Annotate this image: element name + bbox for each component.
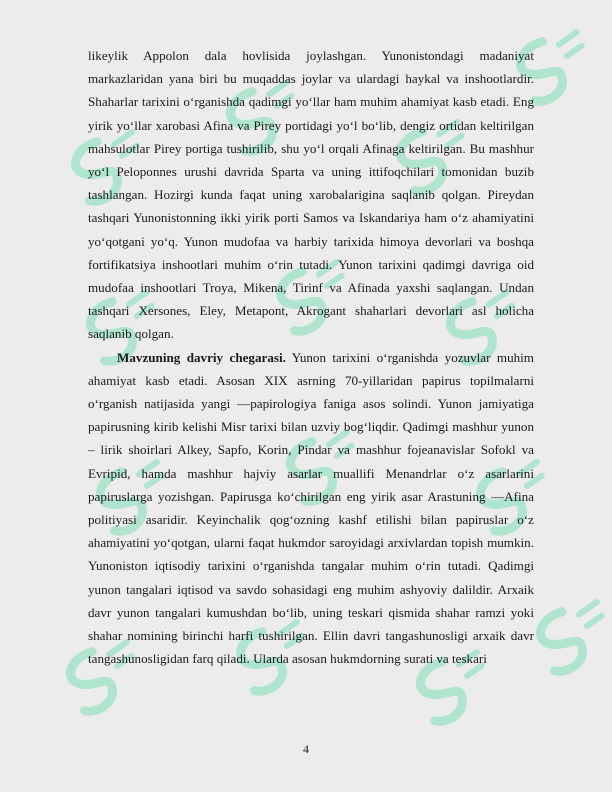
page-number: 4 — [303, 742, 309, 756]
section-heading: Mavzuning davriy chegarasi. — [117, 349, 286, 365]
section-body: Yunon tarixini o‘rganishda yozuvlar muhim ahamiyat kasb etadi. Asosan XIX asrning 70-yillaridan papirus topilmalarni o‘rganish natijasida yangi ―papirologiya fanіga asos solindi. Yunon jamiyatiga papirusning kirib kelishi Misr tarixi bilan uzviy bog‘liqdir. Qadimgi mashhur yunon – lirik shoirlari Alkey, Sapfo, Korin, Pindar va mashhur fojeanavislar Sofokl va Evripid, hamda mashhur hajviy asarlar muallifi Menandrlar o‘z asarlarini papiruslarga yozishgan. Papirusga ko‘chirilgan eng yirik asar Arastuning ―Afina politiyasi asaridir. Keyinchalik qog‘ozning kashf etilishi bilan papiruslar o‘z ahamiyatini yo‘qotgan, ularni faqat hukmdor saroyidagi arxivlardan topish mumkin. Yunoniston iqtisodiy tarixini o‘rganishda tangalar muhim o‘rin tutadi. Qadimgi yunon tangalari iqtisod va savdo sohasidagi eng muhim ashyoviy dalildir. Arxaik davr yunon tangalari kumushdan bo‘lib, uning teskari qismida shahar ramzi yoki shahar nomining birinchi harfi tushirilgan. Ellin davri tangashunosligi arxaik davr tangashunosligidan farq qiladi. Ularda asosan hukmdorning surati va teskari — [88, 349, 534, 667]
body-text — [88, 44, 534, 670]
paragraph-1: likeylik Appolon dala hovlisida joylashgan. Yunonistondagi madaniyat markazlaridan yana biri bu muqaddas joylar va ulardagi haykal va inshootlardir. Shaharlar tarixini o‘rganishda qadimgi yo‘llar ham muhim ahamiyat kasb etadi. Eng yirik yo‘llar xarobasi Afina va Pirey portidagi yo‘l bo‘lib, dengiz ortidan keltirilgan mahsulotlar Pirey portiga tushirilib, shu yo‘l orqali Afinaga keltirilgan. Bu mashhur yo‘l Peloponnes urushi davrida Sparta va uning ittifoqchilari tomonidan buzib tashlangan. Hozirgi kunda faqat uning xarobalarigina saqlanib qolgan. Pireydan tashqari Yunonistonning ikki yirik porti Samos va Iskandariya ham o‘z ahamiyatini yo‘qotgani yo‘q. Yunon mudofaa va harbiy tarixida himoya devorlari va boshqa fortifikatsiya inshootlari muhim o‘rin tutadi. Yunon tarixini qadimgi davriga oid mudofaa inshootlari Troya, Mikena, Tirinf va Afinada yaxshi saqlangan. Undan tashqari Xersones, Eley, Metapont, Akrogant shaharlari devorlari asl holicha saqlanib qolgan. — [88, 48, 534, 342]
paragraph-2 — [88, 346, 534, 671]
